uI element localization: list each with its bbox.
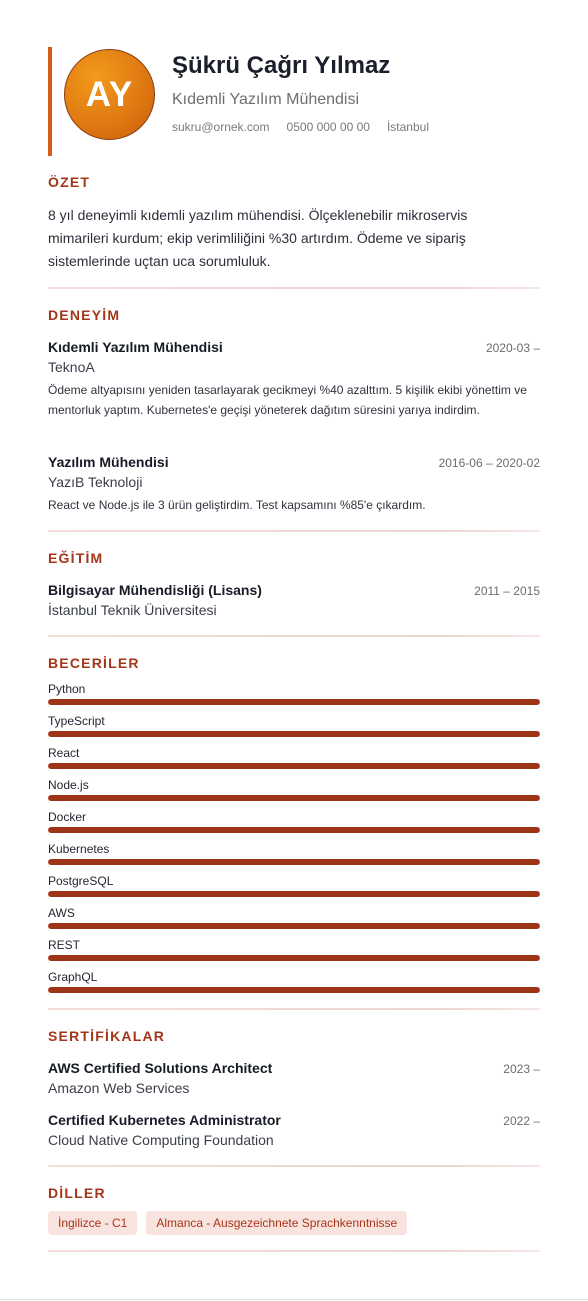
person-name: Şükrü Çağrı Yılmaz [172,52,391,79]
languages-heading: DİLLER [48,1185,106,1201]
certificate-date-2: 2022 – [503,1114,540,1128]
skill-bar [48,795,540,801]
skill-bar-fill [48,987,540,993]
skill-label: AWS [48,906,75,920]
summary-text: 8 yıl deneyimli kıdemli yazılım mühendisi. Ölçeklenebilir mikroservis mimarileri kurdum; ekip verimliliğini %30 artırdım. Ödeme ve sipariş sistemlerinde uçtan uca sorumluluk. [48,207,468,269]
certificate-issuer-1: Amazon Web Services [48,1080,190,1096]
skill-label: Kubernetes [48,842,110,856]
section-divider [48,1250,540,1252]
section-divider [48,1008,540,1010]
experience-section [48,307,540,323]
skill-bar-fill [48,827,540,833]
skill-bar-fill [48,763,540,769]
job-title-1: Kıdemli Yazılım Mühendisi [48,339,223,355]
job-description-2: React ve Node.js ile 3 ürün geliştirdim. Test kapsamını %85'e çıkardım. [48,498,426,512]
languages-section [48,1185,540,1201]
avatar-initials: AY [85,74,134,114]
skill-label: GraphQL [48,970,98,984]
job-date-1: 2020-03 – [485,341,540,355]
languages-list [48,1211,407,1235]
skill-bar [48,699,540,705]
email-text: sukru@ornek.com [172,120,270,134]
skill-bar-fill [48,923,540,929]
job-description-1: Ödeme altyapısını yeniden tasarlayarak gecikmeyi %40 azalttım. 5 kişilik ekibi yönettim ve mentorluk yaptım. Kubernetes'e geçişi yöneterek dağıtım süresini yarıya indirdim. [48,383,527,417]
skill-label: Node.js [48,778,89,792]
skill-bar [48,731,540,737]
skill-bar-fill [48,859,540,865]
education-heading: EĞİTİM [48,550,104,566]
city-text: İstanbul [386,120,429,134]
phone-text: 0500 000 00 00 [286,120,370,134]
education-date: 2011 – 2015 [474,584,540,598]
experience-heading: DENEYİM [48,307,121,323]
skill-bar [48,859,540,865]
certificates-heading: SERTİFİKALAR [48,1028,166,1044]
school-name: İstanbul Teknik Üniversitesi [48,602,217,618]
skill-bar [48,891,540,897]
job-title-2: Yazılım Mühendisi [48,454,169,470]
avatar [64,49,155,140]
skills-section [48,655,540,671]
skill-label: TypeScript [48,714,105,728]
certificate-issuer-2: Cloud Native Computing Foundation [48,1132,274,1148]
skill-bar-fill [48,795,540,801]
skill-bar-fill [48,731,540,737]
language-tag: İngilizce - C1 [48,1211,137,1235]
section-divider [48,287,540,289]
skill-label: Docker [48,810,87,824]
skill-label: Python [48,682,86,696]
company-2: YazıB Teknoloji [48,474,143,490]
summary-section [48,174,540,190]
company-1: TeknoA [48,359,95,375]
language-tag: Almanca - Ausgezeichnete Sprachkenntnisse [146,1211,407,1235]
skill-bar [48,987,540,993]
skill-bar [48,923,540,929]
skill-bar [48,955,540,961]
skill-bar [48,763,540,769]
skill-bar [48,827,540,833]
summary-heading: ÖZET [48,174,91,190]
skill-label: PostgreSQL [48,874,114,888]
education-section [48,550,540,566]
contact-line [172,120,429,134]
skill-label: React [48,746,80,760]
resume-header [48,47,540,156]
section-divider [48,1165,540,1167]
certificate-date-1: 2023 – [503,1062,540,1076]
certificates-section [48,1028,540,1044]
section-divider [48,635,540,637]
header-accent-bar [48,47,52,156]
certificate-name-1: AWS Certified Solutions Architect [48,1060,273,1076]
certificate-name-2: Certified Kubernetes Administrator [48,1112,281,1128]
skill-bar-fill [48,955,540,961]
skills-heading: BECERİLER [48,655,140,671]
skill-bar-fill [48,891,540,897]
skill-label: REST [48,938,81,952]
job-title: Kıdemli Yazılım Mühendisi [172,91,360,108]
job-date-2: 2016-06 – 2020-02 [438,456,540,470]
page-bottom-rule [0,1299,588,1300]
skill-bar-fill [48,699,540,705]
section-divider [48,530,540,532]
degree-title: Bilgisayar Mühendisliği (Lisans) [48,582,262,598]
